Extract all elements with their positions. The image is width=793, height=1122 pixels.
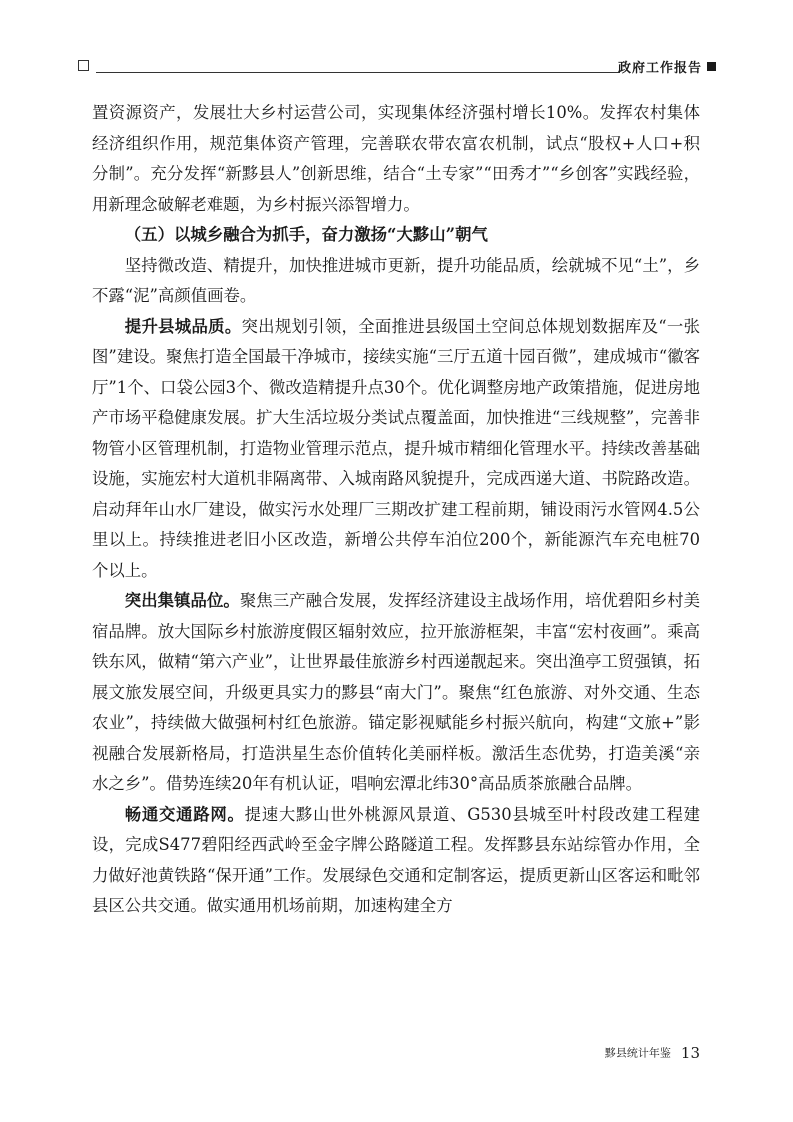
paragraph-lead: 畅通交通路网。 [124, 804, 245, 824]
paragraph-continued: 置资源资产，发展壮大乡村运营公司，实现集体经济强村增长10%。发挥农村集体经济组织作用，规范集体资产管理，完善联农带农富农机制，试点“股权+人口+积分制”。充分发挥“新黟县人”创新思维，结合“土专家”“田秀才”“乡创客”实践经验，用新理念破解老难题，为乡村振兴添智增力。 [92, 103, 700, 214]
page-footer [605, 1042, 700, 1064]
header-box-icon [78, 60, 89, 71]
header-title: 政府工作报告 [617, 61, 702, 76]
paragraph-town-taste [92, 586, 700, 800]
paragraph-transport [92, 800, 700, 922]
page-number: 13 [680, 1043, 700, 1062]
body-text [92, 98, 700, 922]
paragraph-text: 突出规划引领，全面推进县级国土空间总体规划数据库及“一张图”建设。聚焦打造全国最干净城市，接续实施“三厅五道十园百微”，建成城市“徽客厅”1个、口袋公园3个、微改造精提升点30个。优化调整房地产政策措施，促进房地产市场平稳健康发展。扩大生活垃圾分类试点覆盖面，加快推进“三线规整”，完善非物管小区管理机制，打造物业管理示范点，提升城市精细化管理水平。持续改善基础设施，实施宏村大道机非隔离带、入城南路风貌提升，完成西递大道、书院路改造。启动拜年山水厂建设，做实污水处理厂三期改扩建工程前期，铺设雨污水管网4.5公里以上。持续推进老旧小区改造，新增公共停车泊位200个，新能源汽车充电桩70个以上。 [92, 316, 700, 580]
paragraph-lead: 提升县城品质。 [124, 316, 242, 336]
header-square-icon [707, 62, 716, 71]
paragraph-text: 聚焦三产融合发展，发挥经济建设主战场作用，培优碧阳乡村美宿品牌。放大国际乡村旅游度假区辐射效应，拉开旅游框架，丰富“宏村夜画”。乘高铁东风，做精“第六产业”，让世界最佳旅游乡村西递靓起来。突出渔亭工贸强镇，拓展文旅发展空间，升级更具实力的黟县“南大门”。聚焦“红色旅游、对外交通、生态农业”，持续做大做强柯村红色旅游。锚定影视赋能乡村振兴航向，构建“文旅+”影视融合发展新格局，打造洪星生态价值转化美丽样板。激活生态优势，打造美溪“亲水之乡”。借势连续20年有机认证，唱响宏潭北纬30°高品质茶旅融合品牌。 [92, 591, 701, 793]
paragraph-text: 提速大黟山世外桃源风景道、G530县城至叶村段改建工程建设，完成S477碧阳经西武岭至金字牌公路隧道工程。发挥黟县东站综管办作用，全力做好池黄铁路“保开通”工作。发展绿色交通和定制客运，提质更新山区客运和毗邻县区公共交通。做实通用机场前期，加速构建全方 [92, 804, 701, 915]
paragraph: 坚持微改造、精提升，加快推进城市更新，提升功能品质，绘就城不见“土”，乡不露“泥”高颜值画卷。 [92, 255, 700, 305]
paragraph-county-quality [92, 312, 700, 587]
section-heading: （五）以城乡融合为抓手，奋力激扬“大黟山”朝气 [124, 225, 488, 244]
header-rule [96, 72, 620, 73]
page-header [78, 56, 716, 78]
footer-book-title: 黟县统计年鉴 [604, 1046, 671, 1060]
paragraph-lead: 突出集镇品位。 [124, 591, 240, 610]
